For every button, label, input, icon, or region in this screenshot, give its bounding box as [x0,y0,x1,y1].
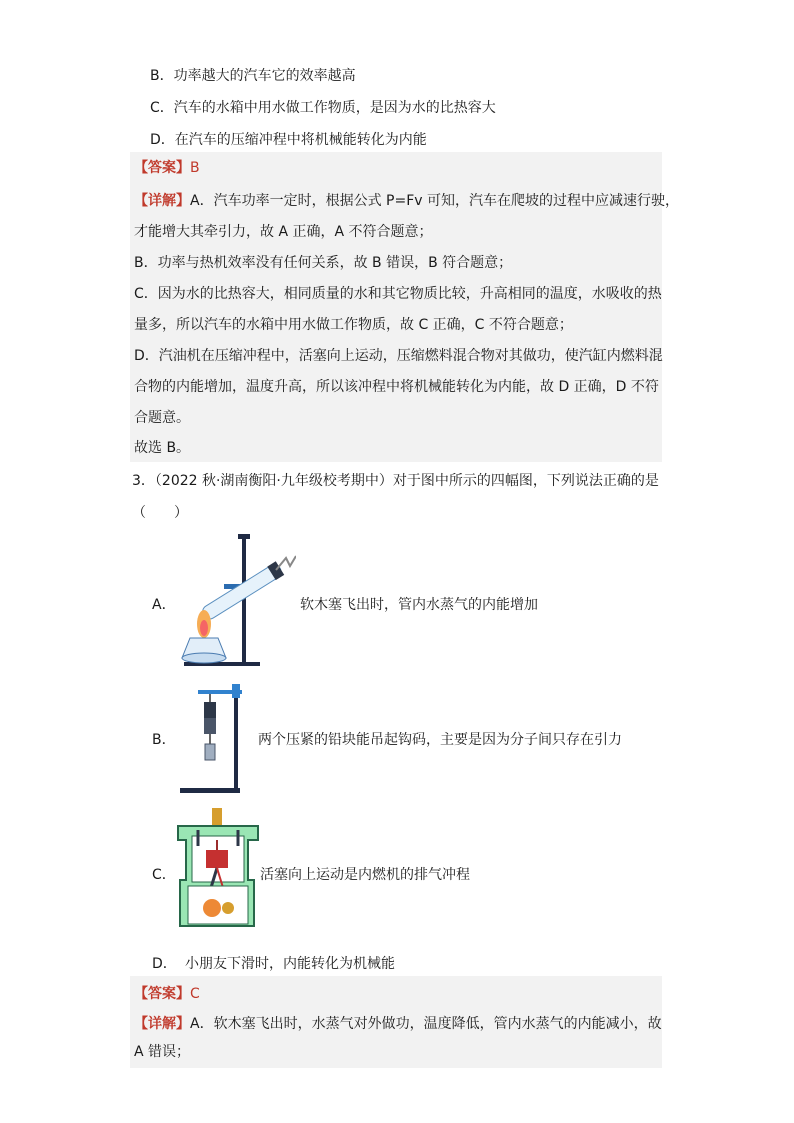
detail-line: D．汽油机在压缩冲程中，活塞向上运动，压缩燃料混合物对其做功，使汽缸内燃料混 [134,348,663,364]
steam-cork-figure [176,532,296,670]
option-a-letter: A． [152,597,176,613]
question-stem: 3．（2022 秋·湖南衡阳·九年级校考期中）对于图中所示的四幅图，下列说法正确的是 [132,473,659,489]
detail-label: 【详解】 [134,1016,190,1032]
question-bracket: （ ） [132,505,188,521]
option-c-text: 活塞向上运动是内燃机的排气冲程 [260,867,470,883]
answer-label: 【答案】 [134,986,190,1002]
lead-blocks-figure [176,680,252,796]
option-b-letter: B． [152,732,176,748]
detail-label: 【详解】 [134,193,190,209]
detail-line: 才能增大其牵引力，故 A 正确，A 不符合题意； [134,224,433,240]
answer-label: 【答案】 [134,160,190,176]
option-d: D．在汽车的压缩冲程中将机械能转化为内能 [150,132,427,148]
answer-value: B [190,160,200,176]
detail-row [134,1014,662,1034]
detail-line: C．因为水的比热容大，相同质量的水和其它物质比较，升高相同的温度，水吸收的热 [134,286,662,302]
option-a-text: 软木塞飞出时，管内水蒸气的内能增加 [300,597,538,613]
detail-row [134,191,679,211]
option-d-letter: D． [152,956,177,972]
option-b-text: 两个压紧的铅块能吊起钩码，主要是因为分子间只存在引力 [258,732,622,748]
option-b: B．功率越大的汽车它的效率越高 [150,68,356,84]
option-c-letter: C． [152,867,176,883]
answer-explanation-block [130,976,662,1068]
answer-explanation-block [130,152,679,462]
detail-line: 故选 B。 [134,440,191,456]
option-d-text: 小朋友下滑时，内能转化为机械能 [185,956,395,972]
detail-line: A．软木塞飞出时，水蒸气对外做功，温度降低，管内水蒸气的内能减小，故 [190,1016,662,1032]
option-c: C．汽车的水箱中用水做工作物质，是因为水的比热容大 [150,100,496,116]
answer-row [134,158,200,178]
engine-cylinder-figure [176,806,260,930]
detail-line: A 错误； [134,1044,191,1060]
answer-row [134,984,200,1004]
detail-line: A．汽车功率一定时，根据公式 P=Fv 可知，汽车在爬坡的过程中应减速行驶， [190,193,679,209]
detail-line: 合物的内能增加，温度升高，所以该冲程中将机械能转化为内能，故 D 正确，D 不符 [134,379,659,395]
detail-line: 量多，所以汽车的水箱中用水做工作物质，故 C 正确，C 不符合题意； [134,317,573,333]
detail-line: 合题意。 [134,410,190,426]
detail-line: B．功率与热机效率没有任何关系，故 B 错误，B 符合题意； [134,255,513,271]
answer-value: C [190,986,200,1002]
